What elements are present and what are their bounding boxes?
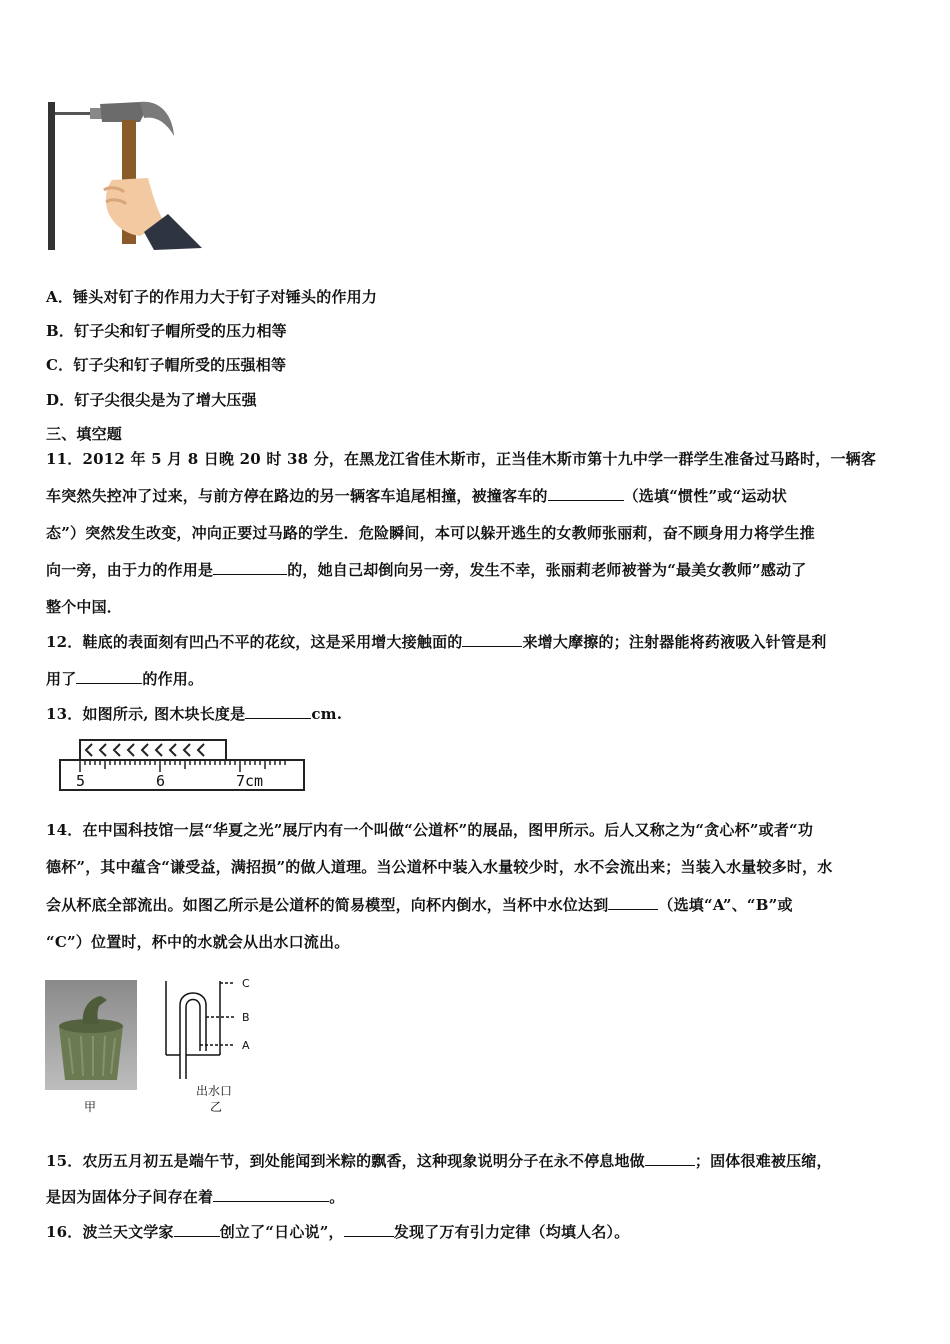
q16-text-a: 16．波兰天文学家 [46, 1223, 174, 1241]
q16-text-c: 发现了万有引力定律（均填人名）。 [393, 1223, 630, 1241]
q11-line-4 [46, 559, 806, 580]
q12-line-1 [46, 631, 827, 652]
q11-blank-2[interactable] [213, 560, 287, 575]
q12-blank-2[interactable] [76, 669, 142, 684]
q11-text-2a: 车突然失控冲了过来，与前方停在路边的另一辆客车追尾相撞，被撞客车的 [46, 487, 548, 505]
q13-text-1b: cm. [311, 705, 343, 723]
q11-line-1: 11．2012 年 5 月 8 日晚 20 时 38 分，在黑龙江省佳木斯市，正当佳木斯市第十九中学一群学生准备过马路时，一辆客 [46, 450, 877, 468]
level-b-label: B [242, 1011, 250, 1024]
q15-blank-2[interactable] [213, 1187, 329, 1202]
q12-line-2 [46, 668, 203, 689]
q14-blank[interactable] [608, 895, 658, 910]
fig-yi-label: 乙 [210, 1100, 223, 1114]
q14-text-3a: 会从杯底全部流出。如图乙所示是公道杯的简易模型，向杯内倒水，当杯中水位达到 [46, 896, 609, 914]
fig-jia-label: 甲 [84, 1100, 97, 1114]
q15-line-2 [46, 1186, 344, 1207]
level-a-label: A [242, 1039, 250, 1052]
q13-blank[interactable] [245, 704, 311, 719]
section-title: 三、填空题 [46, 425, 123, 443]
q12-blank-1[interactable] [462, 632, 522, 647]
q16-text-b: 创立了“日心说”， [219, 1223, 344, 1241]
level-c-label: C [242, 977, 250, 990]
cup-model-diagram [160, 975, 270, 1087]
q15-line-1 [46, 1150, 832, 1171]
q16-line [46, 1221, 629, 1242]
q11-blank-1[interactable] [548, 486, 624, 501]
q15-blank-1[interactable] [645, 1151, 695, 1166]
q16-blank-2[interactable] [344, 1222, 394, 1237]
q12-text-2a: 用了 [46, 670, 77, 688]
q15-text-2b: 。 [329, 1188, 345, 1206]
hammer-nail-figure [44, 96, 214, 256]
q11-line-3: 态”）突然发生改变，冲向正要过马路的学生．危险瞬间，本可以躲开逃生的女教师张丽莉，奋不顾身用力将学生推 [46, 524, 815, 542]
option-d: D．钉子尖很尖是为了增大压强 [46, 391, 257, 409]
q14-text-3b: （选填“A”、“B”或 [658, 896, 793, 914]
q15-text-2a: 是因为固体分子间存在着 [46, 1188, 214, 1206]
q14-line-2: 德杯”，其中蕴含“谦受益，满招损”的做人道理。当公道杯中装入水量较少时，水不会流出来；当装入水量较多时，水 [46, 858, 833, 876]
ruler-figure [58, 738, 310, 794]
q15-text-1b: ；固体很难被压缩， [694, 1152, 832, 1170]
q14-line-1: 14．在中国科技馆一层“华夏之光”展厅内有一个叫做“公道杯”的展品，图甲所示。后人又称之为“贪心杯”或者“功 [46, 821, 814, 839]
q11-text-4a: 向一旁，由于力的作用是 [46, 561, 214, 579]
ruler-label-5: 5 [76, 772, 86, 790]
q11-text-2b: （选填“惯性”或“运动状 [623, 487, 787, 505]
q11-text-4b: 的，她自己却倒向另一旁，发生不幸，张丽莉老师被誉为“最美女教师”感动了 [287, 561, 807, 579]
q14-line-4: “C”）位置时，杯中的水就会从出水口流出。 [46, 933, 350, 951]
outlet-label: 出水口 [196, 1084, 233, 1098]
cup-photo [45, 980, 137, 1090]
q14-line-3 [46, 894, 793, 915]
option-c: C．钉子尖和钉子帽所受的压强相等 [46, 356, 287, 374]
q12-text-2b: 的作用。 [142, 670, 204, 688]
q13-line-1 [46, 703, 342, 724]
q16-blank-1[interactable] [174, 1222, 220, 1237]
q11-line-5: 整个中国． [46, 598, 123, 616]
q12-text-1a: 12．鞋底的表面刻有凹凸不平的花纹，这是采用增大接触面的 [46, 633, 463, 651]
ruler-label-6: 6 [156, 772, 166, 790]
q11-line-2 [46, 485, 787, 506]
q15-text-1a: 15．农历五月初五是端午节，到处能闻到米粽的飘香，这种现象说明分子在永不停息地做 [46, 1152, 645, 1170]
option-b: B．钉子尖和钉子帽所受的压力相等 [46, 322, 287, 340]
ruler-label-7cm: 7cm [236, 772, 264, 790]
q12-text-1b: 来增大摩擦的；注射器能将药液吸入针管是利 [522, 633, 827, 651]
option-a: A．锤头对钉子的作用力大于钉子对锤头的作用力 [46, 288, 378, 306]
q13-text-1a: 13．如图所示, 图木块长度是 [46, 705, 246, 723]
